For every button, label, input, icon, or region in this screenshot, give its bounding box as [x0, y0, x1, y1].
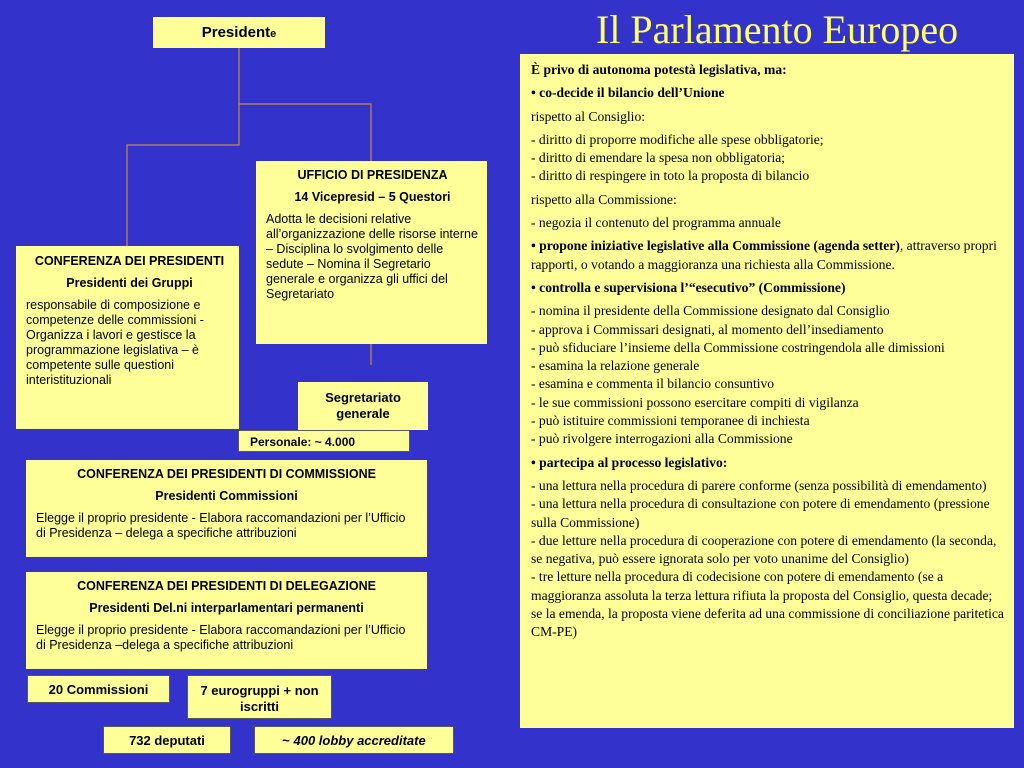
conferenza-delegazione-title: CONFERENZA DEI PRESIDENTI DI DELEGAZIONE: [77, 579, 376, 593]
conferenza-presidenti-subtitle: Presidenti dei Gruppi: [66, 276, 193, 290]
ufficio-title: UFFICIO DI PRESIDENZA: [297, 168, 448, 182]
initiative-heading: • propone iniziative legislative alla Commissione (agenda setter): [531, 238, 900, 254]
budget-commission-subheading: rispetto alla Commissione:: [531, 191, 677, 207]
conferenza-delegazione-subtitle: Presidenti Del.ni interparlamentari permanenti: [89, 601, 364, 615]
personale-box: Personale: ~ 4.000: [238, 430, 410, 452]
budget-council-item: - diritto di proporre modifiche alle spese obbligatorie;: [531, 131, 824, 147]
control-item: - approva i Commissari designati, al momento dell’insediamento: [531, 321, 884, 337]
budget-council-item: - diritto di emendare la spesa non obbligatoria;: [531, 150, 786, 166]
conferenza-commissione-description: Elegge il proprio presidente - Elabora raccomandazioni per l’Ufficio di Presidenza – delega a specifiche attribuzioni: [36, 511, 406, 540]
control-item: - può rivolgere interrogazioni alla Commissione: [531, 431, 793, 447]
conferenza-presidenti-box: [16, 246, 239, 429]
lobby-label: 400 lobby accreditate: [293, 733, 426, 748]
control-item: - può sfiduciare l’insieme della Commissione costringendola alle dimissioni: [531, 339, 945, 355]
budget-commission-item: - negozia il contenuto del programma annuale: [531, 215, 781, 231]
conferenza-commissione-subtitle: Presidenti Commissioni: [155, 489, 298, 503]
initiative-paragraph: [531, 237, 1004, 274]
conferenza-delegazione-box: [26, 572, 427, 669]
president-box: [153, 17, 325, 48]
conferenza-presidenti-title: CONFERENZA DEI PRESIDENTI: [34, 254, 225, 268]
budget-heading: • co-decide il bilancio dell’Unione: [531, 85, 725, 101]
legislative-item: - due letture nella procedura di cooperazione con potere di emendamento (la seconda, se negativa, può essere ignorata solo per voto unanime del Consiglio): [531, 532, 997, 567]
conferenza-presidenti-description: responsabile di composizione e competenze delle commissioni - Organizza i lavori e gestisce la programmazione legislativa – è competente sulle questioni interistituzionali: [26, 298, 204, 387]
control-item: - esamina e commenta il bilancio consuntivo: [531, 376, 775, 392]
control-item: - le sue commissioni possono esercitare compiti di vigilanza: [531, 394, 859, 410]
control-heading: • controlla e supervisiona l’“esecutivo” (Commissione): [531, 279, 846, 295]
control-item: - può istituire commissioni temporanee di inchiesta: [531, 413, 810, 429]
legislative-heading: • partecipa al processo legislativo:: [531, 454, 728, 470]
budget-council-item: - diritto di respingere in toto la proposta di bilancio: [531, 168, 810, 184]
conferenza-commissione-title: CONFERENZA DEI PRESIDENTI DI COMMISSIONE: [77, 467, 376, 481]
commissioni-box: 20 Commissioni: [27, 675, 170, 703]
conferenza-delegazione-description: Elegge il proprio presidente - Elabora raccomandazioni per l’Ufficio di Presidenza –delega a specifiche attribuzioni: [36, 623, 406, 652]
segretariato-box: Segretariato generale: [298, 382, 428, 430]
initiative-text: , attraverso propri rapporti, o votando a maggioranza una richiesta alla Commissione.: [531, 238, 997, 272]
control-item: - esamina la relazione generale: [531, 358, 700, 374]
legislative-item: - una lettura nella procedura di consultazione con potere di emendamento (pressione sulla Commissione): [531, 496, 990, 530]
powers-intro: È privo di autonoma potestà legislativa, ma:: [531, 62, 787, 77]
president-label-suffix: e: [270, 28, 277, 40]
conferenza-commissione-box: [26, 460, 427, 557]
page-title: Il Parlamento Europeo: [596, 7, 959, 52]
control-item: - nomina il presidente della Commissione designato dal Consiglio: [531, 303, 890, 319]
ufficio-description: Adotta le decisioni relative all’organizzazione delle risorse interne – Disciplina lo svolgimento delle sedute – Nomina il Segretario generale e organizza gli uffici del Segretariato: [266, 212, 478, 301]
legislative-item: - una lettura nella procedura di parere conforme (senza possibilità di emendamento): [531, 477, 987, 493]
powers-panel: [520, 54, 1014, 728]
eurogruppi-box: 7 eurogruppi + non iscritti: [187, 675, 332, 719]
ufficio-presidenza-box: [256, 161, 487, 344]
legislative-item: - tre letture nella procedura di codecisione con potere di emendamento (se a maggioranza assoluta la terza lettura rifiuta la proposta del Consiglio, questa decade; se la emenda, la proposta viene deferita ad una commissione di conciliazione paritetica CM-PE): [531, 569, 1004, 640]
budget-council-subheading: rispetto al Consiglio:: [531, 108, 646, 124]
deputati-box: 732 deputati: [103, 726, 231, 754]
lobby-prefix: ~: [282, 733, 294, 748]
ufficio-subtitle: 14 Vicepresid – 5 Questori: [294, 190, 451, 204]
lobby-box: [254, 726, 454, 754]
president-label-main: President: [201, 24, 271, 41]
